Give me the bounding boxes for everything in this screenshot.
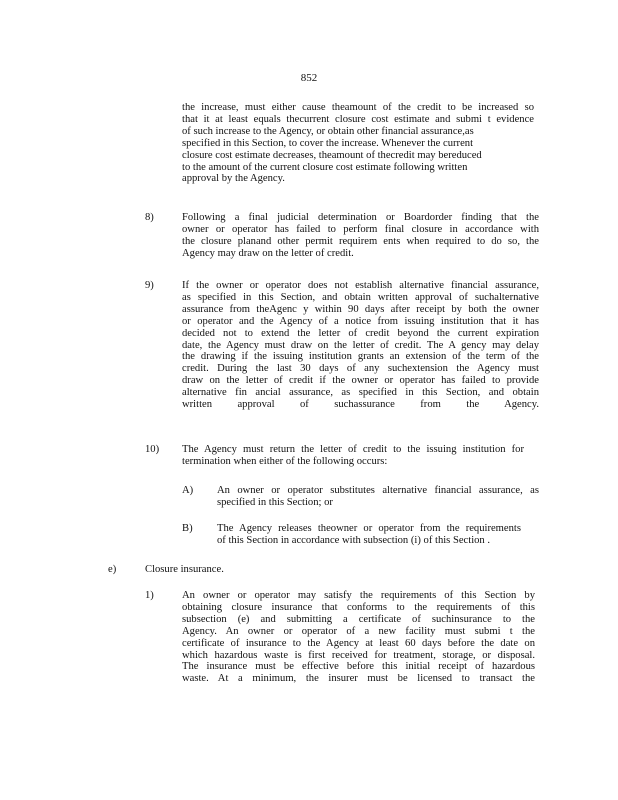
text-line: certificate of insurance to the Agency at least 60 days before the date on (182, 637, 535, 649)
item-label: 10) (145, 444, 160, 455)
text-line: Following a final judicial determination or Boardorder finding that the (182, 212, 539, 223)
item-8-paragraph (182, 212, 539, 260)
text-line: as specified in this Section, and obtain written approval of suchalternative (182, 291, 539, 303)
text-line: credit. During the last 30 days of any suchextension the Agency must (182, 363, 539, 375)
subitem-label: A) (182, 485, 194, 496)
text-line: subsection (e) and submitting a certificate of suchinsurance to the (182, 613, 535, 625)
text-line: date, the Agency must draw on the letter of credit. The A gency may delay (182, 339, 539, 351)
text-line: The Agency releases theowner or operator from the requirements (217, 523, 521, 534)
item-1-paragraph (182, 590, 535, 685)
text-line: that it at least equals thecurrent closure cost estimate and submi t evidence (182, 113, 534, 125)
text-line: draw on the letter of credit if the owner or operator has failed to provide (182, 375, 539, 387)
text-line: closure cost estimate decreases, theamount of thecredit may bereduced (182, 149, 482, 161)
text-line: An owner or operator substitutes alternative financial assurance, as (217, 485, 539, 496)
text-line: the increase, must either cause theamount of the credit to be increased so (182, 102, 534, 113)
section-label: e) (108, 564, 117, 575)
text-line: written approval of suchassurance from the Agency. (182, 399, 539, 411)
page-number: 852 (300, 72, 318, 84)
text-line: Agency may draw on the letter of credit. (182, 247, 354, 259)
subitem-a-paragraph (217, 485, 539, 509)
text-line: of this Section in accordance with subsection (i) of this Section . (217, 534, 491, 546)
text-line: obtaining closure insurance that conforms to the requirements of this (182, 601, 535, 613)
text-line: owner or operator has failed to perform final closure in accordance with (182, 223, 539, 235)
item-10-paragraph (182, 444, 524, 468)
text-line: Agency. An owner or operator of a new facility must submi t the (182, 625, 535, 637)
text-line: waste. At a minimum, the insurer must be licensed to transact the (182, 673, 535, 685)
subitem-b-paragraph (217, 523, 521, 547)
section-heading: Closure insurance. (145, 564, 224, 575)
text-line: If the owner or operator does not establish alternative financial assurance, (182, 280, 539, 291)
text-line: The Agency must return the letter of credit to the issuing institution for (182, 444, 524, 455)
item-label: 8) (145, 212, 154, 223)
text-line: An owner or operator may satisfy the requirements of this Section by (182, 590, 535, 601)
text-line: approval by the Agency. (182, 173, 285, 185)
continuation-paragraph (182, 102, 534, 185)
text-line: specified in this Section, to cover the increase. Whenever the current (182, 137, 474, 149)
text-line: of such increase to the Agency, or obtain other financial assurance,as (182, 125, 474, 137)
text-line: which hazardous waste is first received for treatment, storage, or disposal. (182, 649, 535, 661)
text-line: the drawing if the issuing institution grants an extension of the term of the (182, 351, 539, 363)
text-line: to the amount of the current closure cost estimate following written (182, 161, 468, 173)
text-line: or operator and the Agency of a notice from issuing institution that it has (182, 315, 539, 327)
text-line: decided not to extend the letter of credit beyond the current expiration (182, 327, 539, 339)
text-line: the closure planand other permit requirem ents when required to do so, the (182, 235, 539, 247)
text-line: termination when either of the following occurs: (182, 455, 388, 467)
text-line: alternative fin ancial assurance, as specified in this Section, and obtain (182, 387, 539, 399)
item-label: 9) (145, 280, 154, 291)
item-label: 1) (145, 590, 154, 601)
text-line: assurance from theAgenc y within 90 days after receipt by both the owner (182, 303, 539, 315)
text-line: specified in this Section; or (217, 496, 333, 508)
text-line: The insurance must be effective before this initial receipt of hazardous (182, 661, 535, 673)
item-9-paragraph (182, 280, 539, 411)
subitem-label: B) (182, 523, 193, 534)
